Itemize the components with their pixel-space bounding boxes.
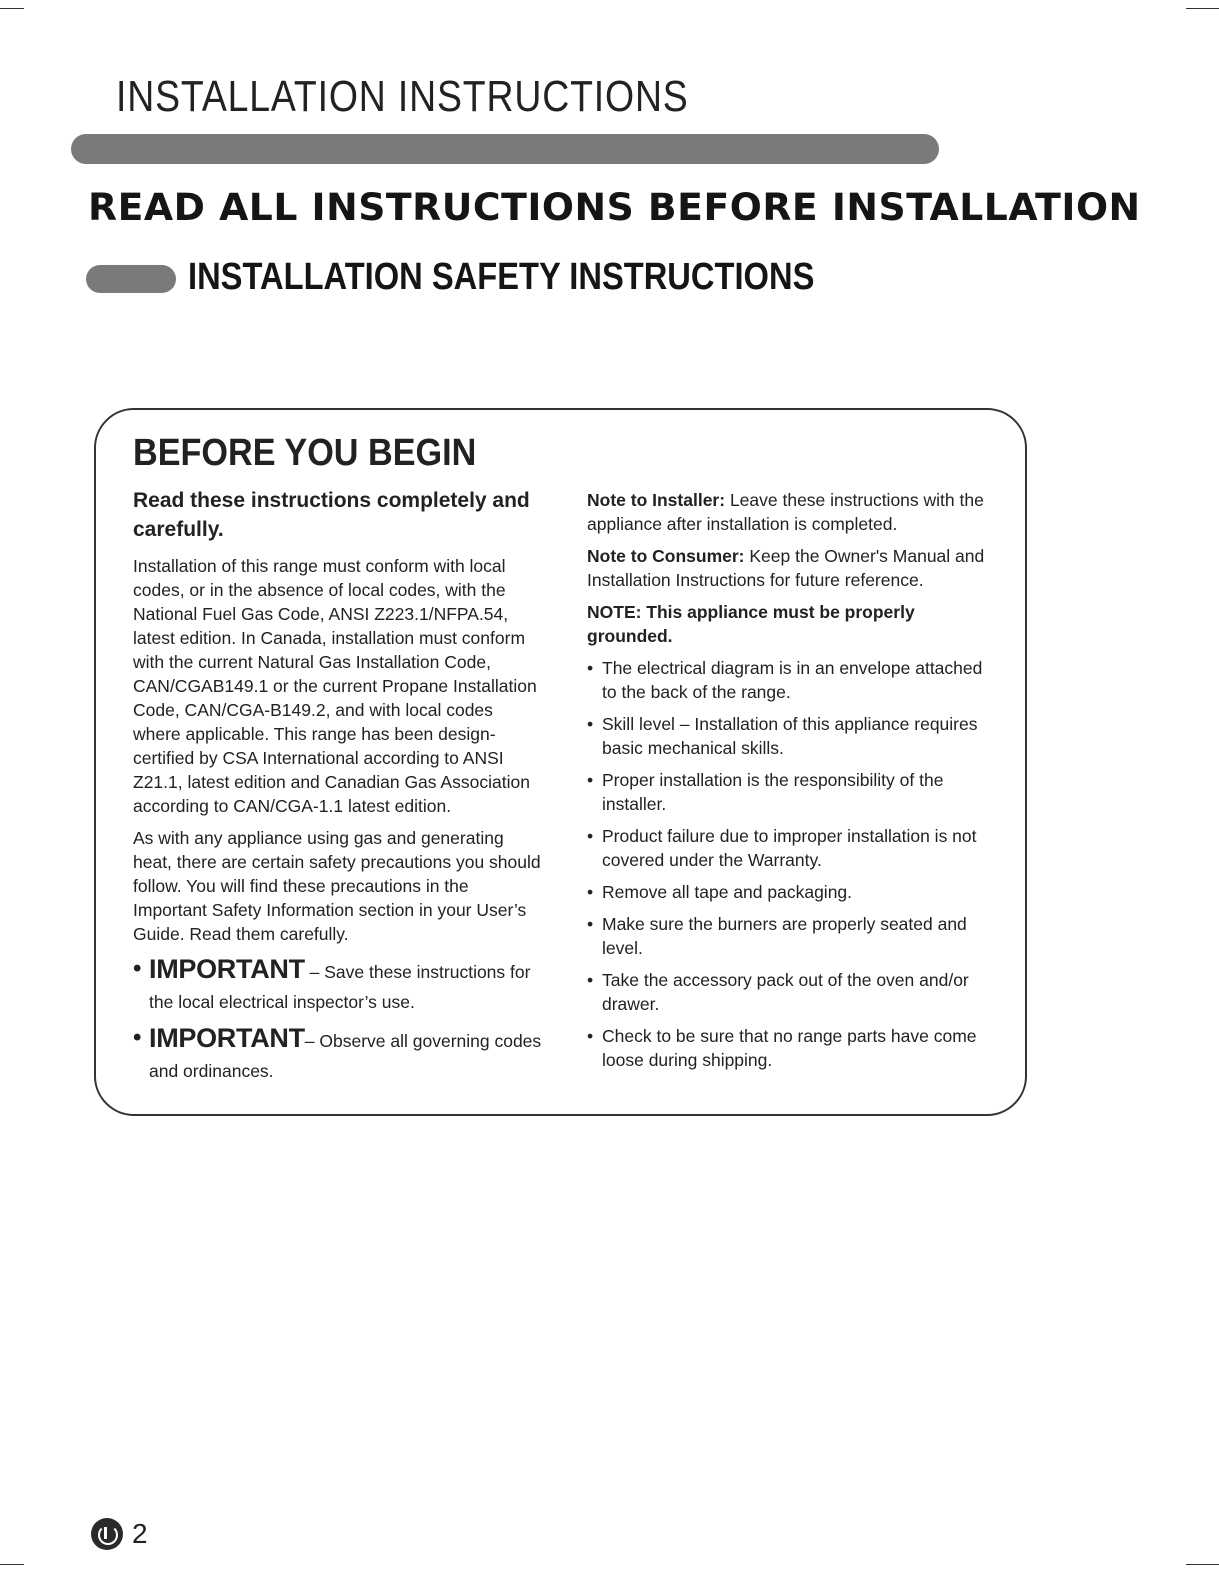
list-item-text: Make sure the burners are properly seated and level. (602, 914, 967, 958)
bullet-icon: • (133, 1024, 142, 1051)
crop-mark-top-right (1186, 8, 1219, 9)
lg-logo-icon (91, 1518, 123, 1550)
left-column (133, 486, 543, 1092)
list-item (587, 824, 992, 872)
list-item (587, 880, 992, 904)
important-text: – Save these instructions for the local electrical inspector’s use. (149, 962, 531, 1012)
bullet-icon: • (587, 882, 594, 902)
list-item-text: Check to be sure that no range parts have come loose during shipping. (602, 1026, 977, 1070)
note-installer-label: Note to Installer: (587, 490, 726, 510)
bullet-icon: • (587, 658, 594, 678)
list-item (587, 656, 992, 704)
important-keyword: IMPORTANT (149, 954, 305, 984)
crop-mark-top-left (0, 8, 24, 9)
note-grounded: NOTE: This appliance must be properly grounded. (587, 602, 915, 646)
list-item (587, 768, 992, 816)
list-item-text: Remove all tape and packaging. (602, 882, 853, 902)
lead-text: Read these instructions completely and carefully. (133, 489, 530, 541)
important-item-1 (133, 954, 543, 1017)
list-item-text: Proper installation is the responsibility of the installer. (602, 770, 944, 814)
bullet-icon: • (587, 770, 594, 790)
paragraph-safety: As with any appliance using gas and generating heat, there are certain safety precautions you should follow. You will find these precautions in the Important Safety Information section in your User’s Guide. Read them carefully. (133, 828, 541, 944)
section-title: INSTALLATION INSTRUCTIONS (116, 72, 689, 121)
bullet-icon: • (587, 826, 594, 846)
bullet-icon: • (133, 955, 142, 982)
list-item (587, 712, 992, 760)
note-consumer-label: Note to Consumer: (587, 546, 745, 566)
bullet-icon: • (587, 714, 594, 734)
bullet-icon: • (587, 914, 594, 934)
sub-heading-pill (86, 265, 176, 293)
note-consumer (587, 544, 992, 592)
list-item (587, 912, 992, 960)
list-item-text: Product failure due to improper installation is not covered under the Warranty. (602, 826, 977, 870)
note-installer-text: Leave these instructions with the appliance after installation is completed. (587, 490, 984, 534)
sub-heading: INSTALLATION SAFETY INSTRUCTIONS (188, 256, 815, 298)
important-keyword: IMPORTANT (149, 1023, 305, 1053)
main-heading: READ ALL INSTRUCTIONS BEFORE INSTALLATION (88, 186, 1141, 229)
bullet-icon: • (587, 1026, 594, 1046)
header-bar (71, 134, 939, 164)
box-title: BEFORE YOU BEGIN (133, 432, 477, 474)
page-number: 2 (132, 1518, 148, 1549)
crop-mark-bottom-right (1186, 1564, 1219, 1565)
list-item (587, 1024, 992, 1072)
list-item-text: Skill level – Installation of this appliance requires basic mechanical skills. (602, 714, 978, 758)
checklist (587, 656, 992, 1072)
right-column (587, 488, 992, 1080)
paragraph-codes: Installation of this range must conform with local codes, or in the absence of local codes, with the National Fuel Gas Code, ANSI Z223.1/NFPA.54, latest edition. In Canada, installation must conform with the current Natural Gas Installation Code, CAN/CGAB149.1 or the current Propane Installation Code, CAN/CGA-B149.2, and with local codes where applicable. This range has been design-certified by CSA International according to ANSI Z21.1, latest edition and Canadian Gas Association according to CAN/CGA-1.1 latest edition. (133, 556, 537, 816)
list-item-text: The electrical diagram is in an envelope attached to the back of the range. (602, 658, 983, 702)
important-item-2 (133, 1023, 543, 1086)
crop-mark-bottom-left (0, 1564, 24, 1565)
list-item (587, 968, 992, 1016)
note-installer (587, 488, 992, 536)
list-item-text: Take the accessory pack out of the oven and/or drawer. (602, 970, 969, 1014)
note-consumer-text: Keep the Owner's Manual and Installation Instructions for future reference. (587, 546, 985, 590)
important-text: – Observe all governing codes and ordinances. (149, 1031, 542, 1081)
bullet-icon: • (587, 970, 594, 990)
